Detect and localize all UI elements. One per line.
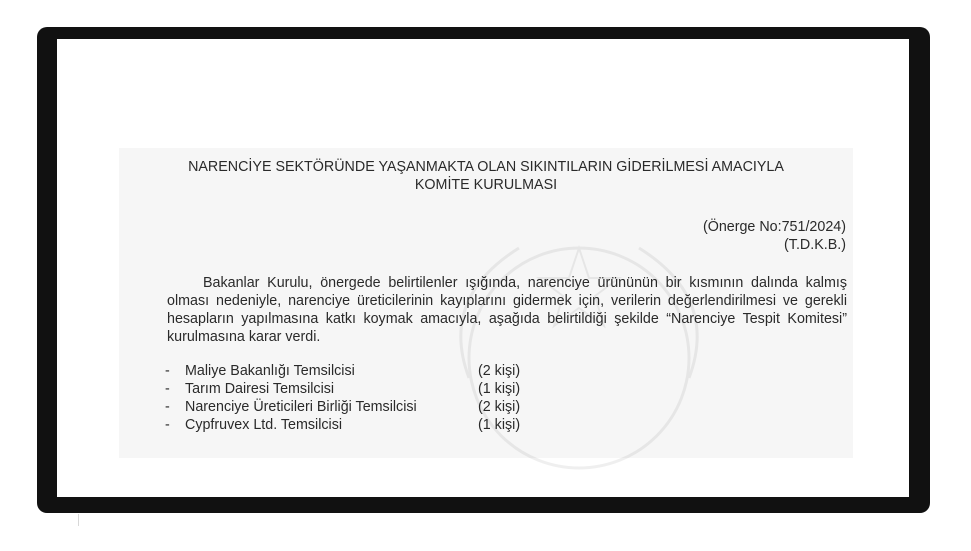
document-title — [119, 158, 853, 194]
member-count: (2 kişi) — [478, 363, 521, 379]
edge-mark — [78, 514, 79, 526]
decision-paragraph: Bakanlar Kurulu, önergede belirtilenler ışığında, narenciye ürününün bir kısmının dalında kalmış olması nedeniyle, narenciye üreticilerinin kayıplarını gidermek için, verilerin değerlendirilmesi ve gerekli hesapların yapılmasına katkı koymak amacıyla, aşağıda belirtildiği şekilde “Narenciye Tespit Komitesi” kurulmasına karar verdi. — [167, 275, 847, 345]
list-dash: - — [165, 363, 170, 379]
member-count: (2 kişi) — [478, 399, 521, 415]
reference-block — [703, 218, 846, 254]
list-dash: - — [165, 417, 170, 433]
member-representative: Maliye Bakanlığı Temsilcisi — [185, 363, 355, 379]
screen-bezel — [37, 27, 930, 513]
member-representative: Tarım Dairesi Temsilcisi — [185, 381, 335, 397]
member-count: (1 kişi) — [478, 417, 521, 433]
title-line-2: KOMİTE KURULMASI — [414, 177, 558, 193]
title-line-1: NARENCİYE SEKTÖRÜNDE YAŞANMAKTA OLAN SIKINTILARIN GİDERİLMESİ AMACIYLA — [188, 159, 784, 175]
member-representative: Narenciye Üreticileri Birliği Temsilcisi — [185, 399, 417, 415]
list-dash: - — [165, 399, 170, 415]
list-dash: - — [165, 381, 170, 397]
member-representative: Cypfruvex Ltd. Temsilcisi — [185, 417, 343, 433]
document-scan — [119, 148, 853, 458]
member-count: (1 kişi) — [478, 381, 521, 397]
motion-number: (Önerge No:751/2024) — [702, 219, 846, 235]
office-code: (T.D.K.B.) — [784, 237, 846, 253]
document-page — [57, 39, 909, 497]
